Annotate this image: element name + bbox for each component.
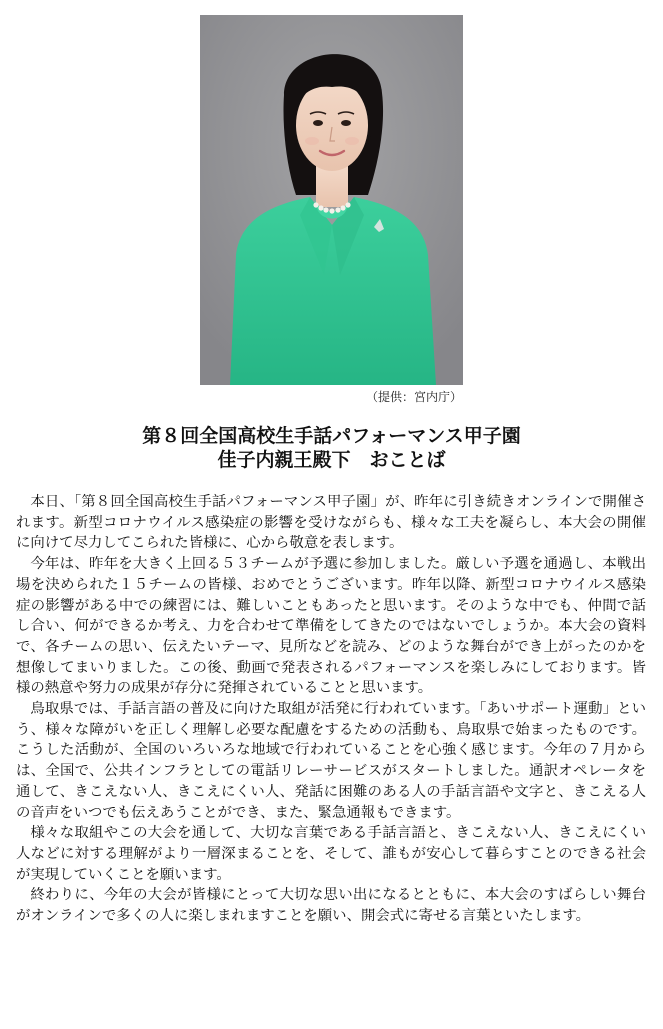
paragraph: 様々な取組やこの大会を通して、大切な言葉である手話言語と、きこえない人、きこえにくい人などに対する理解がより一層深まることを、そして、誰もが安心して暮らすことのできる社会が実現していくことを願います。	[16, 825, 646, 883]
photo-credit: （提供：宮内庁）	[366, 390, 463, 404]
portrait-photo	[200, 15, 463, 385]
paragraph: 終わりに、今年の大会が皆様にとって大切な思い出になるとともに、本大会のすばらしい舞台がオンラインで多くの人に楽しまれますことを願い、開会式に寄せる言葉といたします。	[16, 887, 646, 925]
portrait-illustration	[200, 15, 463, 385]
page-subtitle: 佳子内親王殿下 おことば	[217, 449, 446, 471]
paragraph: 鳥取県では、手話言語の普及に向けた取組が活発に行われています。「あいサポート運動」という、様々な障がいを正しく理解し必要な配慮をするための活動も、鳥取県で始まったものです。こうした活動が、全国のいろいろな地域で行われていることを心強く感じます。今年の７月からは、全国で、公共インフラとしての電話リレーサービスがスタートしました。通訳オペレータを通して、きこえない人、きこえにくい人、発話に困難のある人の手話言語や文字と、きこえる人の音声をいつでも伝えあうことができ、また、緊急通報もできます。	[16, 701, 646, 821]
paragraph: 今年は、昨年を大きく上回る５３チームが予選に参加しました。厳しい予選を通過し、本戦出場を決められた１５チームの皆様、おめでとうございます。昨年以降、新型コロナウイルス感染症の影響がある中での練習には、難しいこともあったと思います。そのような中でも、仲間で話し合い、何ができるか考え、力を合わせて準備をしてきたのではないでしょうか。本大会の資料で、各チームの思い、伝えたいテーマ、見所などを読み、どのような舞台ができ上がったのかを想像してまいりました。この後、動画で発表されるパフォーマンスを楽しみにしております。皆様の熱意や努力の成果が存分に発揮されていることと思います。	[16, 556, 646, 697]
speech-body	[16, 492, 646, 927]
paragraph: 本日、「第８回全国高校生手話パフォーマンス甲子園」が、昨年に引き続きオンラインで開催されます。新型コロナウイルス感染症の影響を受けながらも、様々な工夫を凝らし、本大会の開催に向けて尽力してこられた皆様に、心から敬意を表します。	[16, 494, 646, 552]
page-title: 第８回全国高校生手話パフォーマンス甲子園	[142, 425, 521, 447]
